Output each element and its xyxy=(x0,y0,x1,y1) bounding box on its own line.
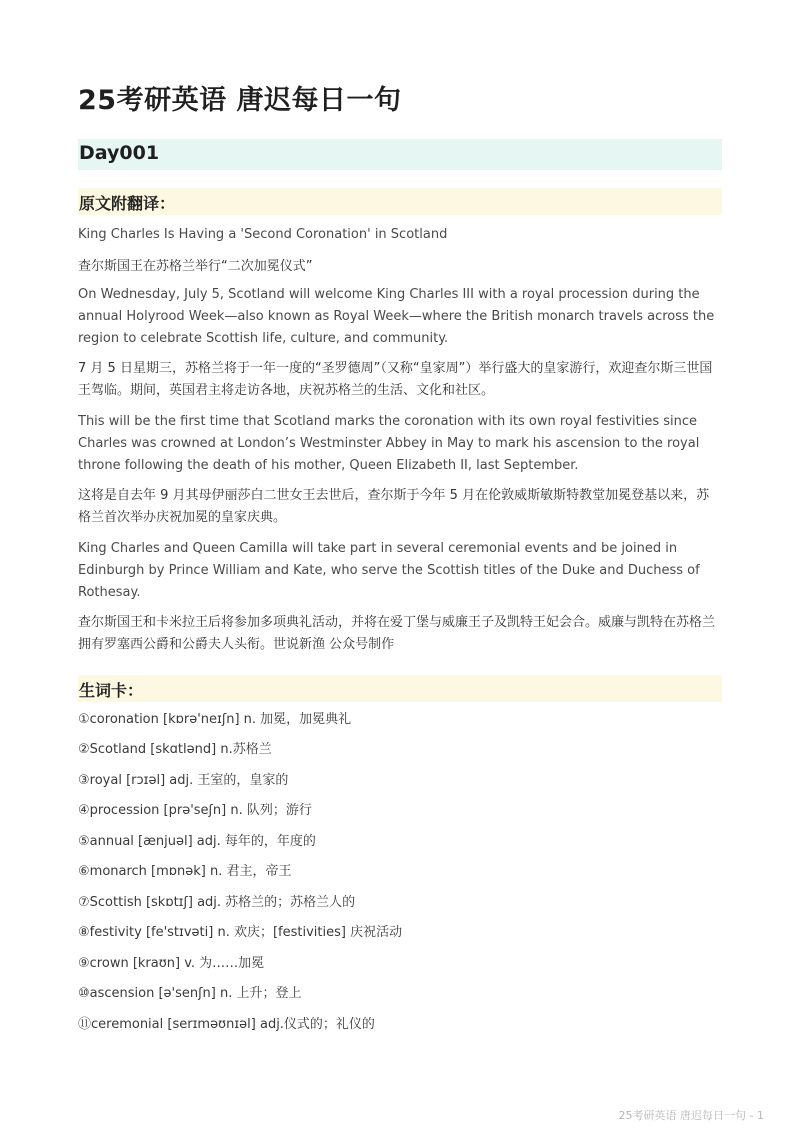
paragraph-1-zh: 7 月 5 日星期三，苏格兰将于一年一度的“圣罗德周”（又称“皇家周”）举行盛大的皇家游行，欢迎查尔斯三世国王驾临。期间，英国君主将走访各地，庆祝苏格兰的生活、文化和社区。 xyxy=(78,361,713,398)
article-title-en: King Charles Is Having a 'Second Coronation' in Scotland xyxy=(78,227,448,242)
paragraph-1-en: On Wednesday, July 5, Scotland will welcome King Charles III with a royal procession during the annual Holyrood Week—also known as Royal Week—where the British monarch travels across the region to celebrate Scottish life, culture, and community. xyxy=(78,287,715,346)
section-original-bar xyxy=(78,188,722,215)
paragraph-2-en: This will be the first time that Scotland marks the coronation with its own royal festivities since Charles was crowned at London’s Westminster Abbey in May to mark his ascension to the royal throne following the death of his mother, Queen Elizabeth II, last September. xyxy=(78,414,700,473)
vocab-item: ③royal [rɔɪəl] adj. 王室的，皇家的 xyxy=(78,773,289,788)
paragraph-3-zh: 查尔斯国王和卡米拉王后将参加多项典礼活动，并将在爱丁堡与威廉王子及凯特王妃会合。威廉与凯特在苏格兰拥有罗塞西公爵和公爵夫人头衔。世说新渔 公众号制作 xyxy=(78,615,716,652)
paragraph-3-en: King Charles and Queen Camilla will take part in several ceremonial events and be joined in Edinburgh by Prince William and Kate, who serve the Scottish titles of the Duke and Duchess of Rothesay. xyxy=(78,541,700,600)
vocab-item: ⑦Scottish [skɒtɪʃ] adj. 苏格兰的；苏格兰人的 xyxy=(78,895,356,910)
vocab-item: ①coronation [kɒrə'neɪʃn] n. 加冕，加冕典礼 xyxy=(78,712,352,727)
document-title: 25考研英语 唐迟每日一句 xyxy=(78,85,402,116)
vocab-item: ⑪ceremonial [serɪməʊnɪəl] adj.仪式的；礼仪的 xyxy=(78,1017,375,1032)
vocab-item: ⑨crown [kraʊn] v. 为……加冕 xyxy=(78,956,265,971)
vocab-item: ⑥monarch [mɒnək] n. 君主，帝王 xyxy=(78,864,292,879)
vocab-item: ⑤annual [ænjuəl] adj. 每年的，年度的 xyxy=(78,834,316,849)
section-vocab-heading: 生词卡： xyxy=(79,681,144,700)
section-vocab-bar xyxy=(78,675,722,702)
vocab-item: ②Scotland [skɑtlənd] n.苏格兰 xyxy=(78,742,272,757)
paragraph-2-zh: 这将是自去年 9 月其母伊丽莎白二世女王去世后，查尔斯于今年 5 月在伦敦威斯敏斯特教堂加冕登基以来，苏格兰首次举办庆祝加冕的皇家庆典。 xyxy=(78,488,710,525)
page-footer: 25考研英语 唐迟每日一句 - 1 xyxy=(618,1109,764,1122)
day-label: Day001 xyxy=(79,142,160,164)
vocab-item: ⑩ascension [ə'senʃn] n. 上升；登上 xyxy=(78,986,302,1001)
vocab-item: ④procession [prə'seʃn] n. 队列；游行 xyxy=(78,803,312,818)
section-original-heading: 原文附翻译： xyxy=(79,194,176,213)
day-heading-bar xyxy=(78,139,722,170)
vocab-item: ⑧festivity [fe'stɪvəti] n. 欢庆；[festivities] 庆祝活动 xyxy=(78,925,403,940)
article-title-zh: 查尔斯国王在苏格兰举行“二次加冕仪式” xyxy=(78,259,313,274)
